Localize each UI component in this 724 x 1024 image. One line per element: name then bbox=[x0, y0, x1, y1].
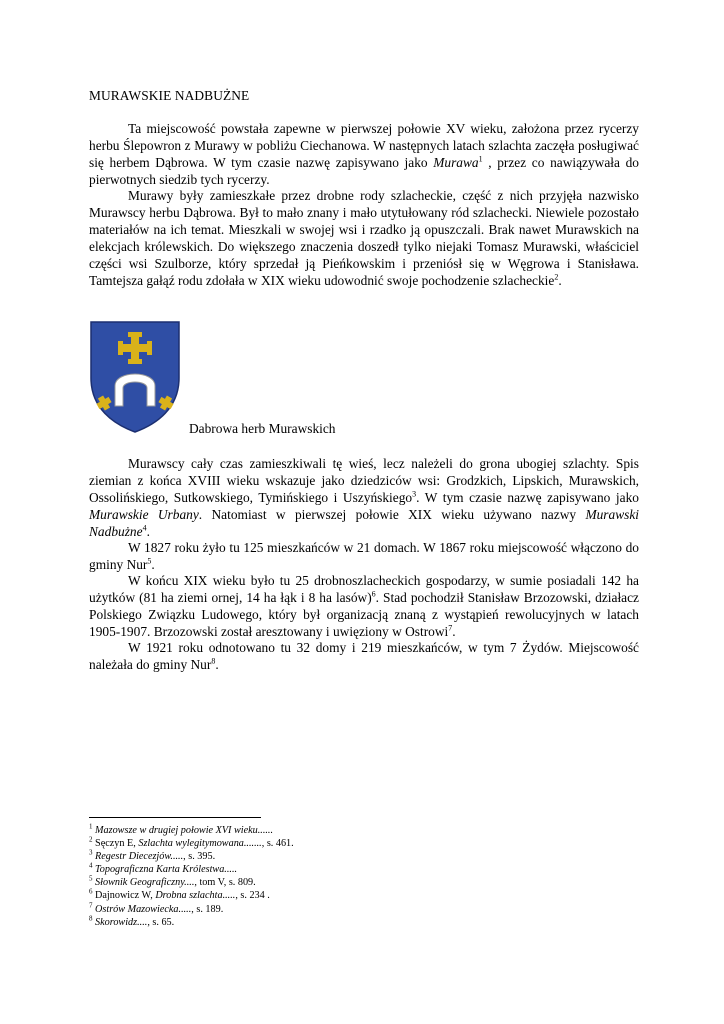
paragraph-4: W 1827 roku żyło tu 125 mieszkańców w 21 domach. W 1867 roku miejscowość włączono do gminy Nur$^5$. bbox=[89, 540, 639, 572]
footnote: $^7$ Ostrów Mazowiecka....., s. 189. bbox=[89, 901, 224, 915]
footnote-ref: 4 bbox=[142, 523, 147, 533]
italic-name: Murawski Nadbużne bbox=[89, 506, 640, 539]
footnote-ref: 1 bbox=[478, 154, 483, 164]
footnote: $^1$ Mazowsze w drugiej połowie XVI wieku...... bbox=[89, 822, 274, 836]
footnote-ref: 8 bbox=[211, 656, 216, 666]
footnote-separator bbox=[89, 817, 261, 818]
footnotes bbox=[89, 824, 294, 929]
paragraph-5: W końcu XIX wieku było tu 25 drobnoszlacheckich gospodarzy, w sumie posiadali 142 ha użytków (81 ha ziemi ornej, 14 ha łąk i 8 ha lasów)$^6$. Stad pochodził Stanisław Brzozowski, działacz Polskiego Związku Ludowego, który był organizacją znaną z wystąpień rewolucyjnych w latach 1905-1907. Brzozowski został aresztowany i uwięziony w Ostrowi$^7$. bbox=[89, 573, 639, 639]
paragraph-1: Ta miejscowość powstała zapewne w pierwszej połowie XV wieku, założona przez rycerzy herbu Ślepowron z Murawy w pobliżu Ciechanowa. W następnych latach szlachta zaczęła posługiwać się herbem Dąbrowa. W tym czasie nazwę zapisywano jako Murawa$^1$ , przez co nawiązywała do pierwotnych siedzib tych rycerzy. bbox=[89, 121, 639, 187]
italic-name: Murawa bbox=[433, 154, 479, 170]
page-title: MURAWSKIE NADBUŻNE bbox=[89, 88, 250, 103]
coat-of-arms-image bbox=[87, 320, 183, 434]
paragraph-3: Murawscy cały czas zamieszkiwali tę wieś, lecz należeli do grona ubogiej szlachty. Spis ziemian z końca XVIII wieku wskazuje jako dziedziców wsi: Grodzkich, Lipskich, Murawskich, Ossolińskiego, Sutkowskiego, Tymińskiego i Uszyńskiego$^3$. W tym czasie nazwę zapisywano jako Murawskie Urbany. Natomiast w pierwszej połowie XIX wieku używano nazwy Murawski Nadbużne$^4$. bbox=[89, 456, 640, 539]
footnote-ref: 6 bbox=[371, 589, 376, 599]
footnote-ref: 5 bbox=[147, 556, 152, 566]
footnote-ref: 2 bbox=[554, 272, 559, 282]
image-caption: Dabrowa herb Murawskich bbox=[189, 421, 336, 436]
footnote: $^4$ Topograficzna Karta Królestwa..... bbox=[89, 861, 238, 876]
footnote: $^6$ Dajnowicz W, Drobna szlachta....., s. 234 . bbox=[89, 888, 270, 902]
paragraph-6: W 1921 roku odnotowano tu 32 domy i 219 mieszkańców, w tym 7 Żydów. Miejscowość należała do gminy Nur$^8$. bbox=[89, 640, 639, 672]
italic-name: Murawskie Urbany bbox=[89, 506, 199, 522]
paragraph-2: Murawy były zamieszkałe przez drobne rody szlacheckie, część z nich przyjęła nazwisko Murawscy herbu Dąbrowa. Był to mało znany i mało utytułowany ród szlachecki. Niewiele pozostało materiałów na ich temat. Mieszkali w swojej wsi i rzadko ją opuszczali. Brak nawet Murawskich na elekcjach królewskich. Do większego znaczenia doszedł tylko niejaki Tomasz Murawski, właściciel części wsi Szulborze, który sprzedał ją Pieńkowskim i przeniósł się w Węgrowa i Stanisława. Tamtejsza gałąź rodu zdołała w XIX wieku udowodnić swoje pochodzenie szlacheckie$^2$. bbox=[89, 188, 639, 288]
footnote-ref: 3 bbox=[412, 489, 417, 499]
footnote: $^2$ Sęczyn E, Szlachta wylegitymowana......., s. 461. bbox=[89, 835, 294, 850]
footnote-ref: 7 bbox=[448, 623, 453, 633]
footnote: $^5$ Słownik Geograficzny...., tom V, s. 809. bbox=[89, 874, 256, 889]
footnote: $^8$ Skorowidz...., s. 65. bbox=[89, 914, 175, 928]
footnote: $^3$ Regestr Diecezjów....., s. 395. bbox=[89, 848, 216, 863]
